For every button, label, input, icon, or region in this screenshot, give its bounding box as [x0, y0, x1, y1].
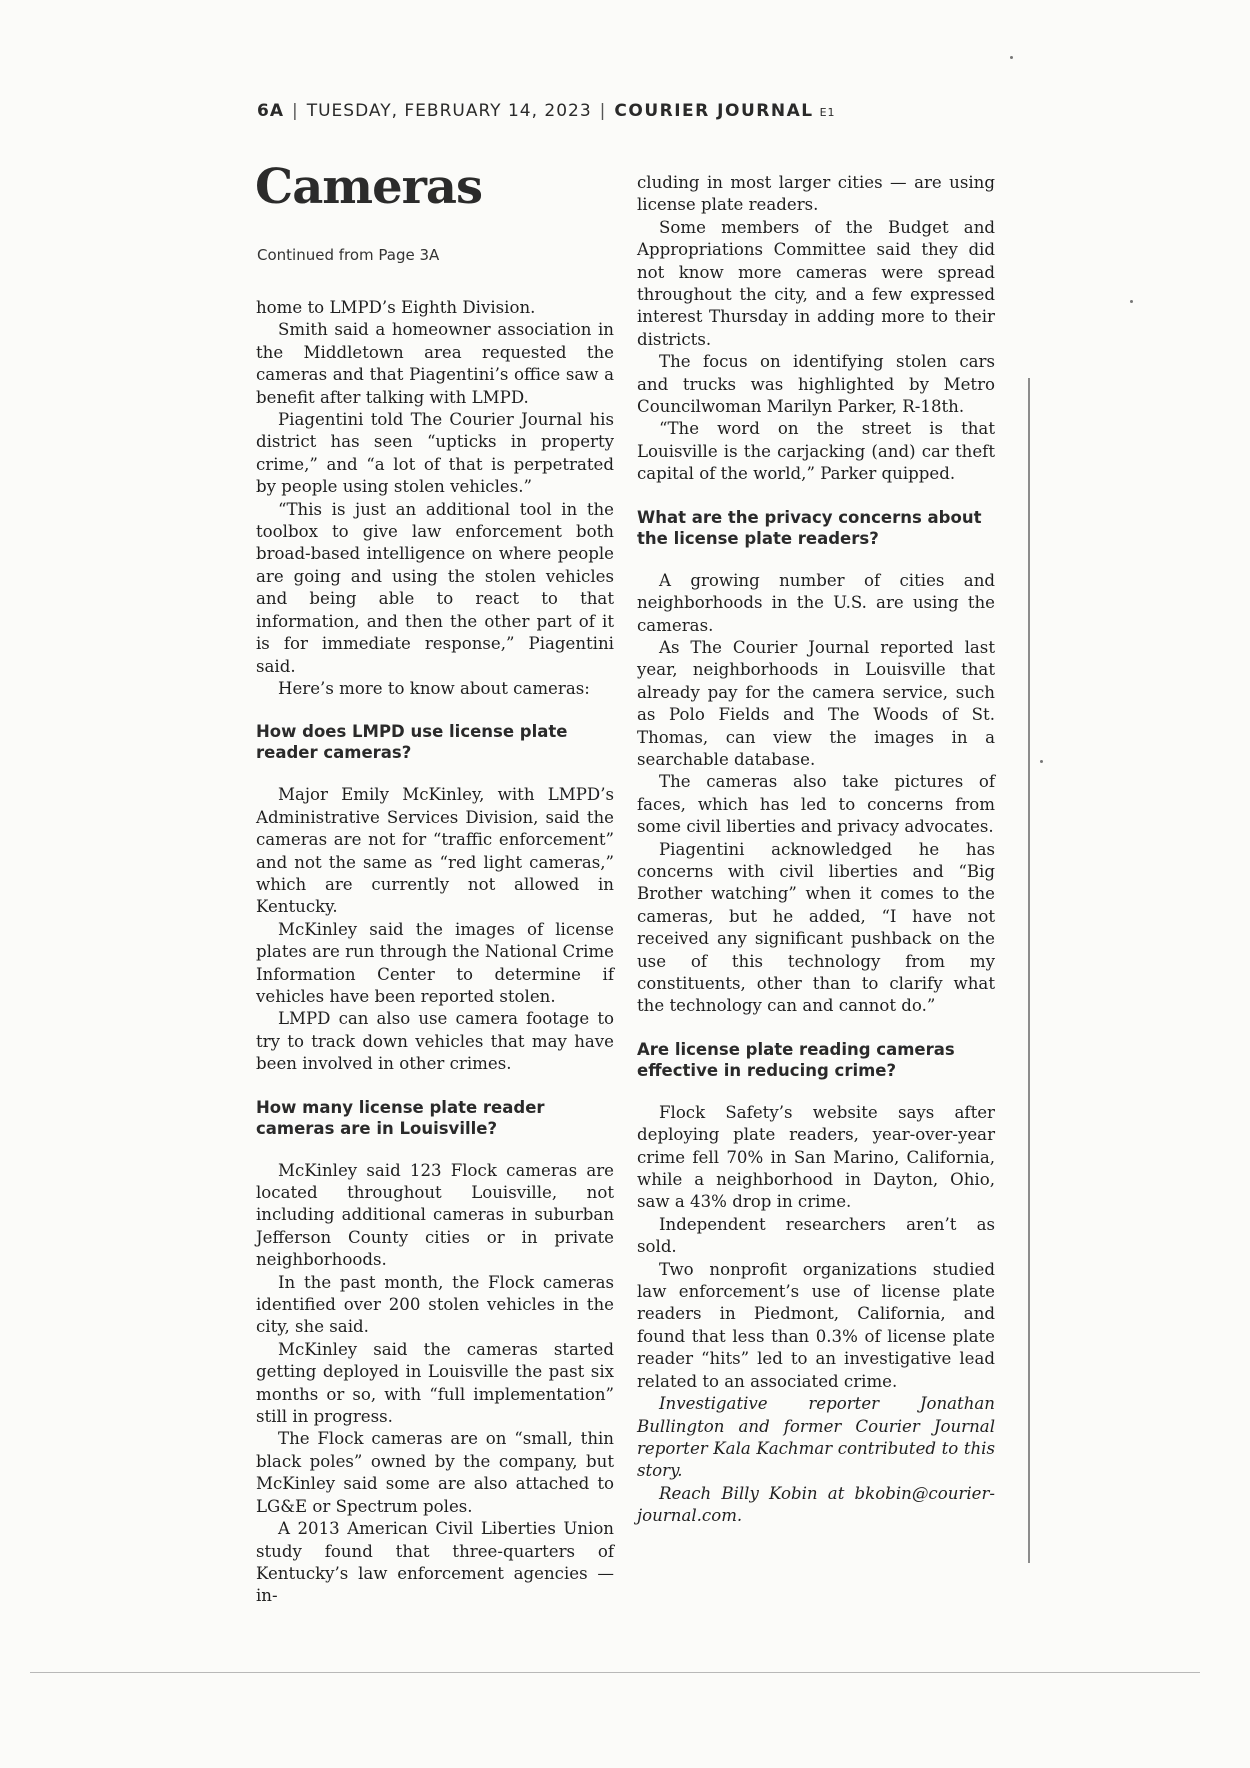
paragraph: Piagentini acknowledged he has concerns with civil liberties and “Big Brother watching” when it comes to the cameras, but he added, “I have not received any significant pushback on the use of this technology from my constituents, other than to clarify what the technology can and cannot do.” — [637, 839, 995, 1016]
subheading: How many license plate reader cameras are in Louisville? — [256, 1097, 545, 1138]
separator: | — [292, 101, 299, 121]
paragraph: The Flock cameras are on “small, thin black poles” owned by the company, but McKinley said some are also attached to LG&E or Spectrum poles. — [256, 1429, 614, 1516]
paragraph: A 2013 American Civil Liberties Union study found that three-quarters of Kentucky’s law enforcement agencies — in- — [256, 1519, 614, 1606]
paragraph: Two nonprofit organizations studied law enforcement’s use of license plate readers in Piedmont, California, and found that less than 0.3% of license plate reader “hits” led to an investigative lead related to an associated crime. — [637, 1259, 995, 1391]
contributor-note: Investigative reporter Jonathan Bullington and former Courier Journal reporter Kala Kachmar contributed to this story. — [637, 1394, 995, 1481]
page-number: 6A — [257, 101, 284, 121]
continued-from: Continued from Page 3A — [257, 246, 440, 264]
paragraph: A growing number of cities and neighborhoods in the U.S. are using the cameras. — [637, 570, 995, 635]
scan-speck — [1130, 300, 1133, 303]
paragraph: Flock Safety’s website says after deploying plate readers, year-over-year crime fell 70% in San Marino, California, while a neighborhood in Dayton, Ohio, saw a 43% drop in crime. — [637, 1102, 995, 1212]
paragraph: McKinley said the images of license plates are run through the National Crime Information Center to determine if vehicles have been reported stolen. — [256, 919, 614, 1006]
paragraph: McKinley said the cameras started getting deployed in Louisville the past six months or so, with “full implementation” still in progress. — [256, 1339, 614, 1427]
edition-code: E1 — [819, 106, 836, 119]
scan-speck — [1010, 56, 1013, 59]
paragraph: Major Emily McKinley, with LMPD’s Administrative Services Division, said the cameras are not for “traffic enforcement” and not the same as “red light cameras,” which are currently not allowed in Kentucky. — [256, 785, 614, 917]
subheading: Are license plate reading cameras effective in reducing crime? — [637, 1039, 955, 1080]
subheading: How does LMPD use license plate reader cameras? — [256, 722, 568, 763]
masthead — [257, 101, 957, 121]
author-contact: Reach Billy Kobin at bkobin@courier-journal.com. — [637, 1483, 995, 1526]
scan-edge-line — [1028, 378, 1030, 1563]
scan-speck — [1040, 760, 1043, 763]
paragraph: home to LMPD’s Eighth Division. — [256, 298, 536, 317]
subheading: What are the privacy concerns about the license plate readers? — [637, 507, 982, 548]
paragraph: McKinley said 123 Flock cameras are located throughout Louisville, not including additional cameras in suburban Jefferson County cities or in private neighborhoods. — [256, 1160, 614, 1270]
paragraph: Smith said a homeowner association in the Middletown area requested the cameras and that Piagentini’s office saw a benefit after talking with LMPD. — [256, 320, 614, 407]
paragraph: cluding in most larger cities — are using license plate readers. — [637, 173, 995, 215]
paragraph: The cameras also take pictures of faces, which has led to concerns from some civil liberties and privacy advocates. — [637, 772, 995, 837]
right-column — [637, 172, 995, 1528]
issue-date: TUESDAY, FEBRUARY 14, 2023 — [306, 101, 592, 121]
paragraph: “The word on the street is that Louisville is the carjacking (and) car theft capital of the world,” Parker quipped. — [637, 419, 995, 484]
article-headline: Cameras — [255, 159, 483, 215]
left-column — [256, 297, 614, 1608]
paragraph: Some members of the Budget and Appropriations Committee said they did not know more cameras were spread throughout the city, and a few expressed interest Thursday in adding more to their districts. — [637, 217, 995, 349]
paragraph: As The Courier Journal reported last year, neighborhoods in Louisville that already pay for the camera service, such as Polo Fields and The Woods of St. Thomas, can view the images in a searchable database. — [637, 637, 995, 769]
paragraph: In the past month, the Flock cameras identified over 200 stolen vehicles in the city, she said. — [256, 1272, 614, 1337]
paragraph: Independent researchers aren’t as sold. — [637, 1214, 995, 1257]
separator: | — [599, 101, 607, 121]
paragraph: “This is just an additional tool in the toolbox to give law enforcement both broad-based intelligence on where people are going and using the stolen vehicles and being able to react to that information, and then the other part of it is for immediate response,” Piagentini said. — [256, 499, 614, 676]
paragraph: The focus on identifying stolen cars and trucks was highlighted by Metro Councilwoman Marilyn Parker, R-18th. — [637, 352, 995, 417]
paper-name: COURIER JOURNAL — [614, 101, 814, 121]
scan-bottom-line — [30, 1672, 1200, 1673]
paragraph: Piagentini told The Courier Journal his district has seen “upticks in property crime,” and “a lot of that is perpetrated by people using stolen vehicles.” — [256, 410, 614, 497]
paragraph: LMPD can also use camera footage to try to track down vehicles that may have been involved in other crimes. — [256, 1009, 614, 1074]
paragraph: Here’s more to know about cameras: — [278, 678, 590, 698]
